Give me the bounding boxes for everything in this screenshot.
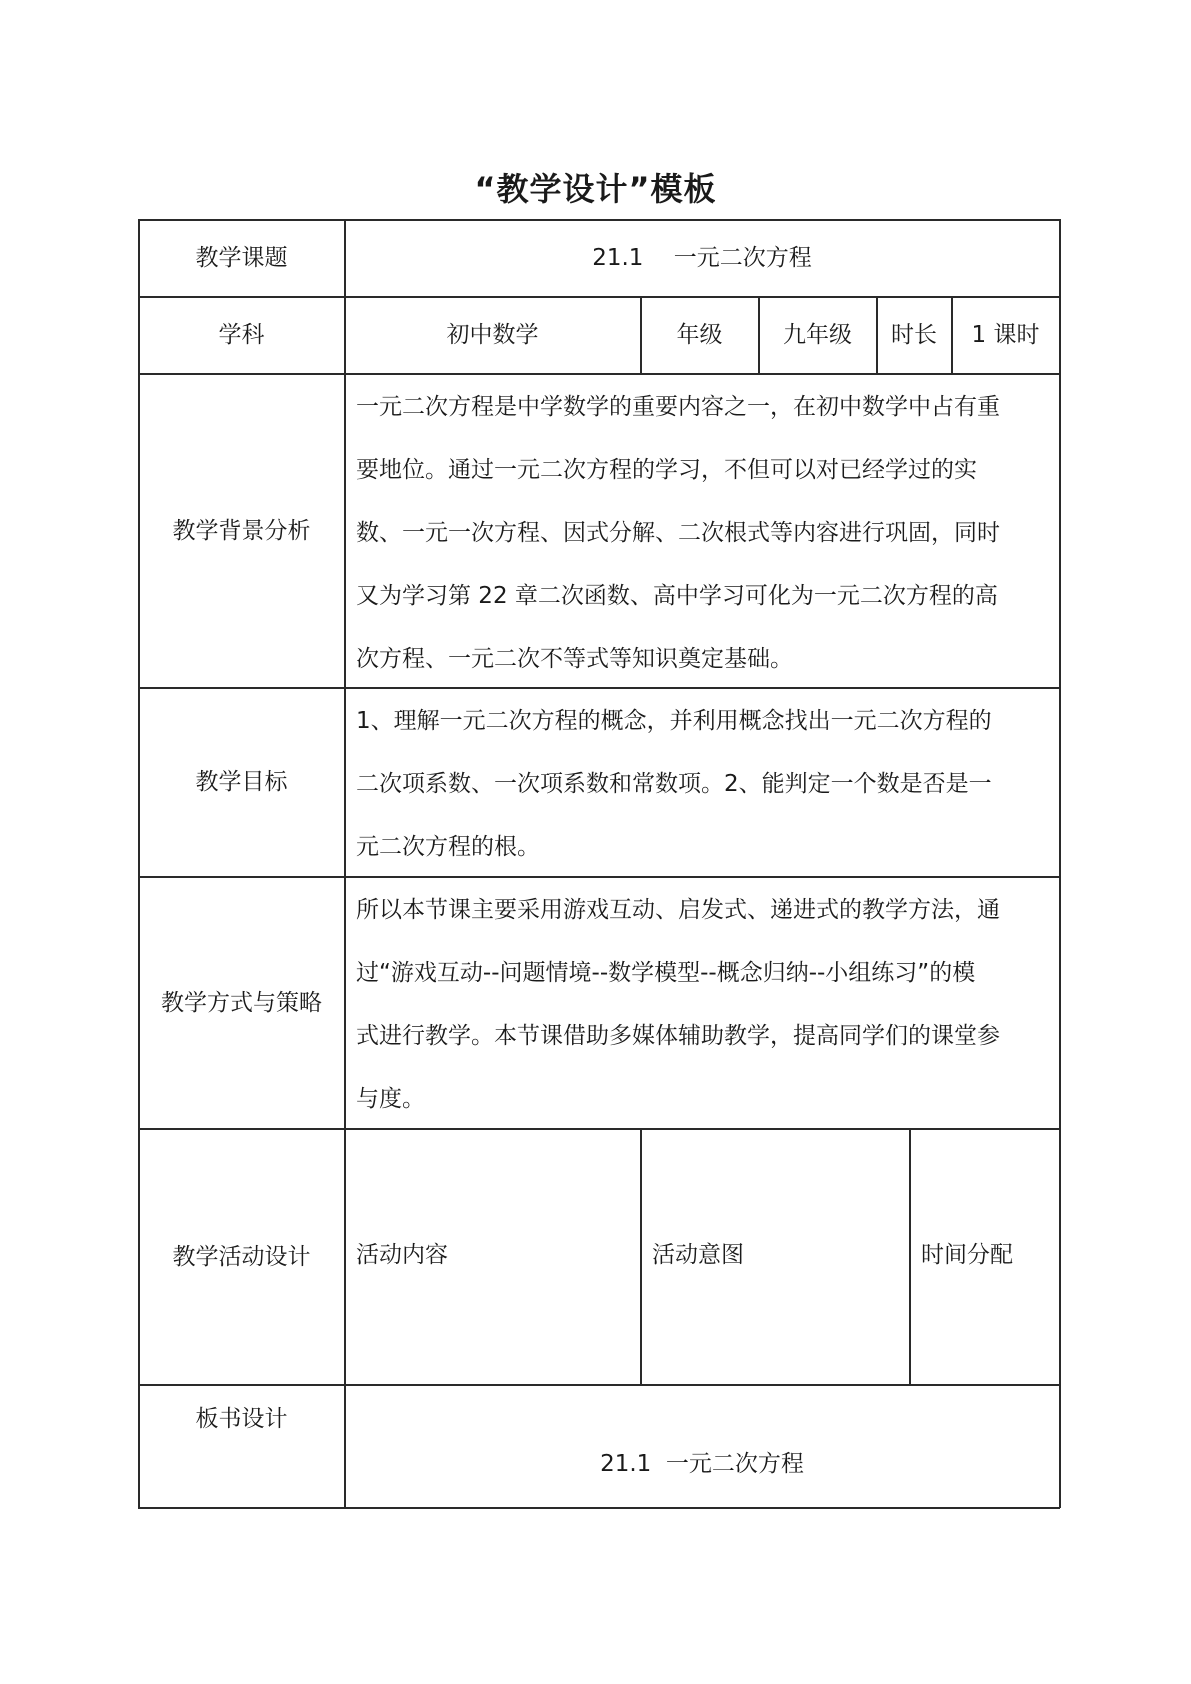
method-text [356, 879, 1056, 1131]
duration-label: 时长 [891, 322, 937, 348]
activity-label: 教学活动设计 [172, 1243, 311, 1270]
text-line: 元二次方程的根。 [356, 834, 540, 860]
subject-value: 初中数学 [446, 322, 539, 348]
background-label: 教学背景分析 [172, 517, 311, 544]
background-text [356, 376, 1056, 691]
duration-value: 1 课时 [971, 322, 1040, 348]
text-line: 与度。 [356, 1086, 425, 1112]
text-line: 二次项系数、一次项系数和常数项。2、能判定一个数是否是一 [356, 771, 992, 797]
board-label: 板书设计 [195, 1406, 288, 1432]
board-value: 21.1 一元二次方程 [600, 1451, 804, 1477]
text-line: 1、理解一元二次方程的概念，并利用概念找出一元二次方程的 [356, 708, 992, 734]
subject-label: 学科 [218, 322, 265, 348]
topic-label: 教学课题 [195, 245, 288, 271]
table-border [640, 1128, 642, 1385]
activity-content-header: 活动内容 [356, 1242, 448, 1268]
page-title: “教学设计”模板 [474, 170, 717, 208]
text-line: 又为学习第 22 章二次函数、高中学习可化为一元二次方程的高 [356, 583, 998, 609]
table-border [138, 1507, 1060, 1509]
text-line: 次方程、一元二次不等式等知识奠定基础。 [356, 646, 793, 672]
table-border [909, 1128, 911, 1385]
text-line: 所以本节课主要采用游戏互动、启发式、递进式的教学方法，通 [356, 897, 1000, 923]
activity-intent-header: 活动意图 [652, 1242, 744, 1268]
table-border [1059, 219, 1061, 1508]
grade-value: 九年级 [783, 322, 852, 348]
activity-time-header: 时间分配 [921, 1242, 1013, 1268]
text-line: 式进行教学。本节课借助多媒体辅助教学，提高同学们的课堂参 [356, 1023, 1000, 1049]
table-border [138, 1384, 1060, 1386]
text-line: 一元二次方程是中学数学的重要内容之一，在初中数学中占有重 [356, 394, 1000, 420]
text-line: 要地位。通过一元二次方程的学习，不但可以对已经学过的实 [356, 457, 977, 483]
topic-value: 21.1 一元二次方程 [592, 245, 812, 271]
table-border [344, 219, 346, 1508]
text-line: 过“游戏互动--问题情境--数学模型--概念归纳--小组练习”的模 [356, 960, 976, 986]
grade-label: 年级 [676, 322, 723, 348]
method-label: 教学方式与策略 [161, 989, 322, 1016]
goals-text [356, 690, 1056, 879]
goals-label: 教学目标 [195, 769, 288, 795]
text-line: 数、一元一次方程、因式分解、二次根式等内容进行巩固，同时 [356, 520, 1000, 546]
